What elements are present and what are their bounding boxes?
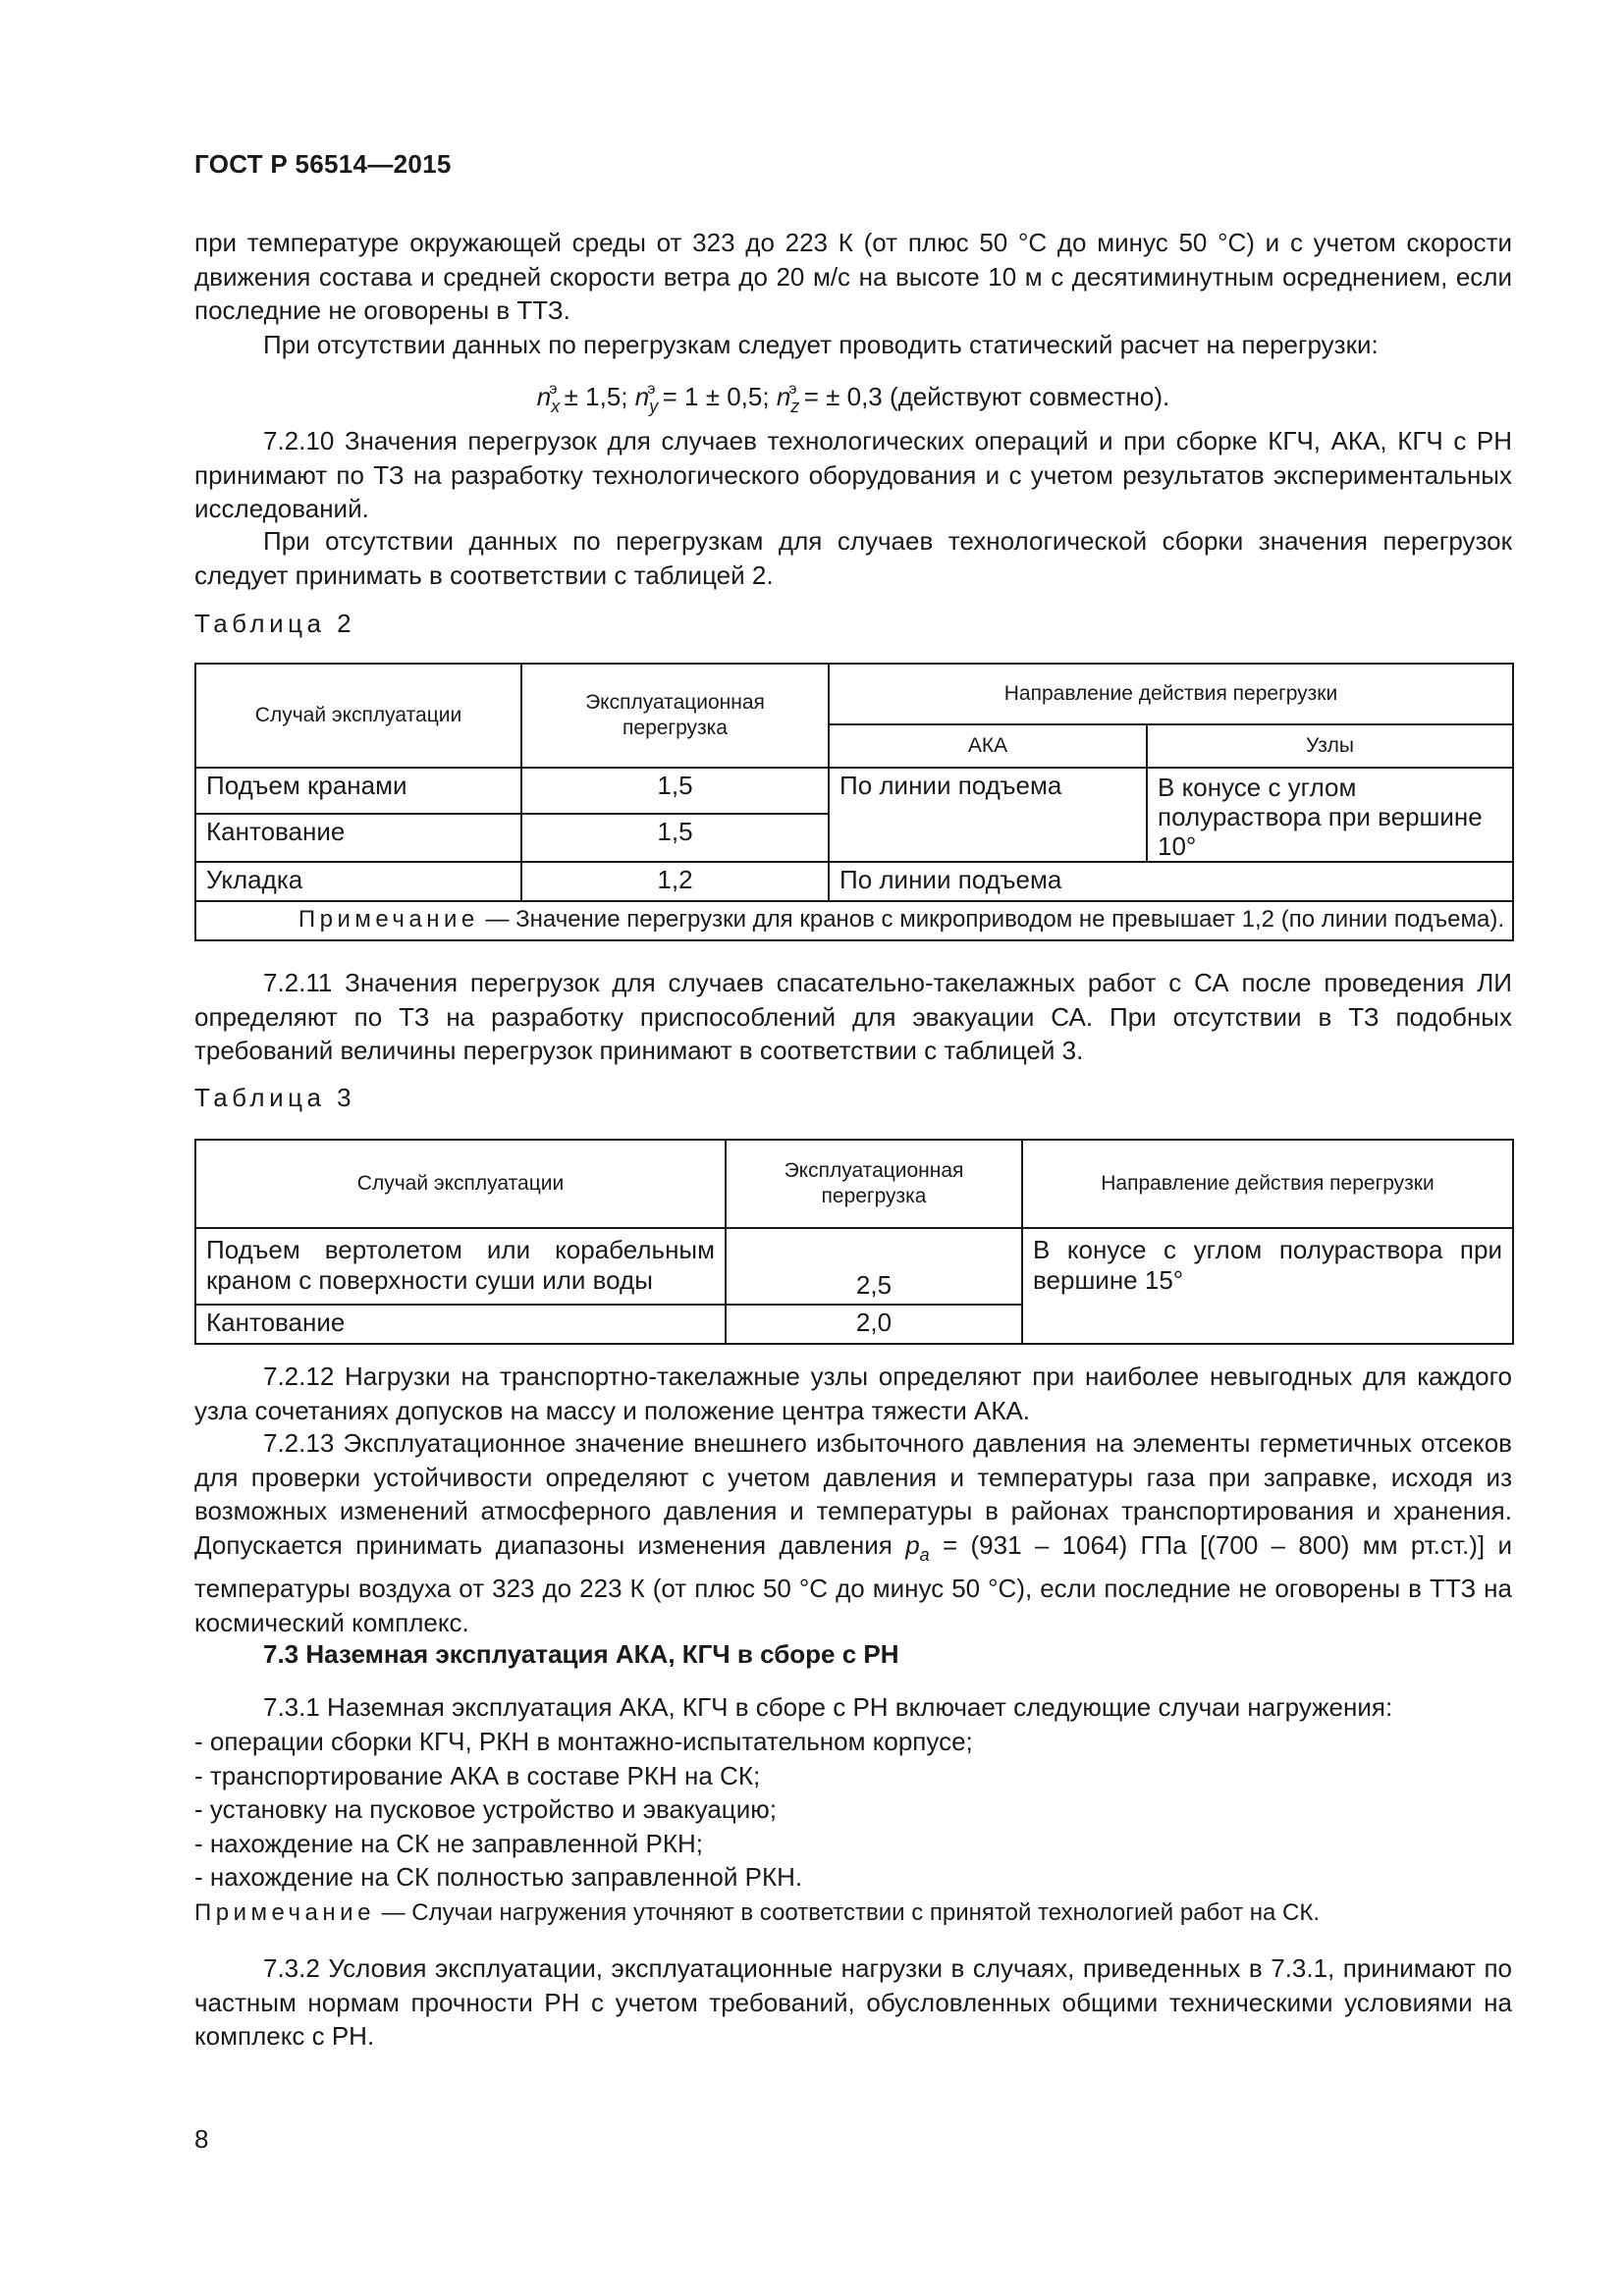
list-item: - транспортирование АКА в составе РКН на СК; <box>194 1760 761 1790</box>
table-2-header-nodes: Узлы <box>1147 724 1513 768</box>
formula: $n_x^э \pm 1,5$; $n_y^э = 1 \pm 0,5$; $n_z^э$ = ± 0,3 (действуют совместно). <box>536 381 1170 416</box>
note-7-3-1: Примечание — Случаи нагружения уточняют в соответствии с принятой технологией работ на СК. <box>194 1899 1321 1926</box>
paragraph-7-3-2: 7.3.2 Условия эксплуатации, эксплуатационные нагрузки в случаях, приведенных в 7.3.1, принимают по частным нормам прочности РН с учетом требований, обусловленных общими техническими условиями на комплекс с РН. <box>194 1953 1512 2051</box>
list-item: - установку на пусковое устройство и эвакуацию; <box>194 1794 777 1824</box>
document-header: ГОСТ Р 56514—2015 <box>194 149 452 179</box>
table-row: Кантование 2,0 <box>195 1305 1513 1344</box>
paragraph-7-2-10: 7.2.10 Значения перегрузок для случаев технологических операций и при сборке КГЧ, АКА, КГЧ с РН принимают по ТЗ на разработку технологического оборудования и с учетом результатов экспериментальных исследований. <box>194 426 1512 523</box>
table-2-header-aka: АКА <box>829 724 1147 768</box>
paragraph-7-2-11: 7.2.11 Значения перегрузок для случаев спасательно-такелажных работ с СА после проведения ЛИ определяют по ТЗ на разработку приспособлений для эвакуации СА. При отсутствии в ТЗ подобных требований величины перегрузок принимают в соответствии с таблицей 3. <box>194 968 1512 1065</box>
table-3-header-case: Случай эксплуатации <box>195 1140 726 1228</box>
loading-cases-list <box>194 1725 973 1895</box>
table-2-header-direction: Направление действия перегрузки <box>829 664 1513 724</box>
list-item: - нахождение на СК не заправленной РКН; <box>194 1828 704 1858</box>
table-3-header-direction: Направление действия перегрузки <box>1022 1140 1513 1228</box>
table-row: Укладка 1,2 По линии подъема <box>195 862 1513 901</box>
table-row: Подъем вертолетом или корабельным краном с поверхности суши или воды 2,5 В конусе с углом полураствора при вершине 15° <box>195 1228 1513 1305</box>
table-3-header-load: Эксплуатационная перегрузка <box>726 1140 1022 1228</box>
paragraph-7-2-13: 7.2.13 Эксплуатационное значение внешнего избыточного давления на элементы герметичных отсеков для проверки устойчивости определяют с учетом давления и температуры газа при заправке, исходя из возможных изменений атмосферного давления и температуры в районах транспортирования и хранения. Допускается принимать диапазоны изменения давления $p_a = (931 - 1064)$ ГПа [(700 – 800) мм рт.ст.)] и температуры воздуха от 323 до 223 К (от плюс 50 °С до минус 50 °С), если последние не оговорены в ТТЗ на космический комплекс. <box>194 1428 1512 1637</box>
table-2-caption: Таблица 2 <box>194 609 356 638</box>
paragraph-no-data-2: При отсутствии данных по перегрузкам для случаев технологической сборки значения перегрузок следует принимать в соответствии с таблицей 2. <box>194 526 1512 590</box>
section-heading-7-3: 7.3 Наземная эксплуатация АКА, КГЧ в сборе с РН <box>263 1639 899 1669</box>
paragraph-no-data: При отсутствии данных по перегрузкам следует проводить статический расчет на перегрузки: <box>263 330 1379 359</box>
list-item: - операции сборки КГЧ, РКН в монтажно-испытательном корпусе; <box>194 1727 973 1756</box>
paragraph-continuation: при температуре окружающей среды от 323 до 223 К (от плюс 50 °С до минус 50 °С) и с учетом скорости движения состава и средней скорости ветра до 20 м/с на высоте 10 м с десятиминутным осреднением, если последние не оговорены в ТТЗ. <box>194 228 1512 325</box>
table-2-note: Примечание — Значение перегрузки для кранов с микроприводом не превышает 1,2 (по линии подъема). <box>195 901 1513 940</box>
page-number: 8 <box>194 2124 209 2154</box>
table-2-header-case: Случай эксплуатации <box>195 664 521 768</box>
paragraph-7-2-12: 7.2.12 Нагрузки на транспортно-такелажные узлы определяют при наиболее невыгодных для каждого узла сочетаниях допусков на массу и положение центра тяжести АКА. <box>194 1362 1512 1425</box>
table-row: Подъем кранами 1,5 По линии подъема В конусе с углом полураствора при вершине 10° <box>195 768 1513 814</box>
table-3 <box>194 1139 1514 1345</box>
table-2-header-load: Эксплуатационная перегрузка <box>521 664 829 768</box>
paragraph-7-3-1: 7.3.1 Наземная эксплуатация АКА, КГЧ в сборе с РН включает следующие случаи нагружения: <box>263 1692 1393 1722</box>
table-2 <box>194 663 1514 941</box>
list-item: - нахождение на СК полностью заправленной РКН. <box>194 1862 803 1892</box>
table-row: Кантование 1,5 <box>195 814 1513 862</box>
table-3-caption: Таблица 3 <box>194 1083 356 1112</box>
